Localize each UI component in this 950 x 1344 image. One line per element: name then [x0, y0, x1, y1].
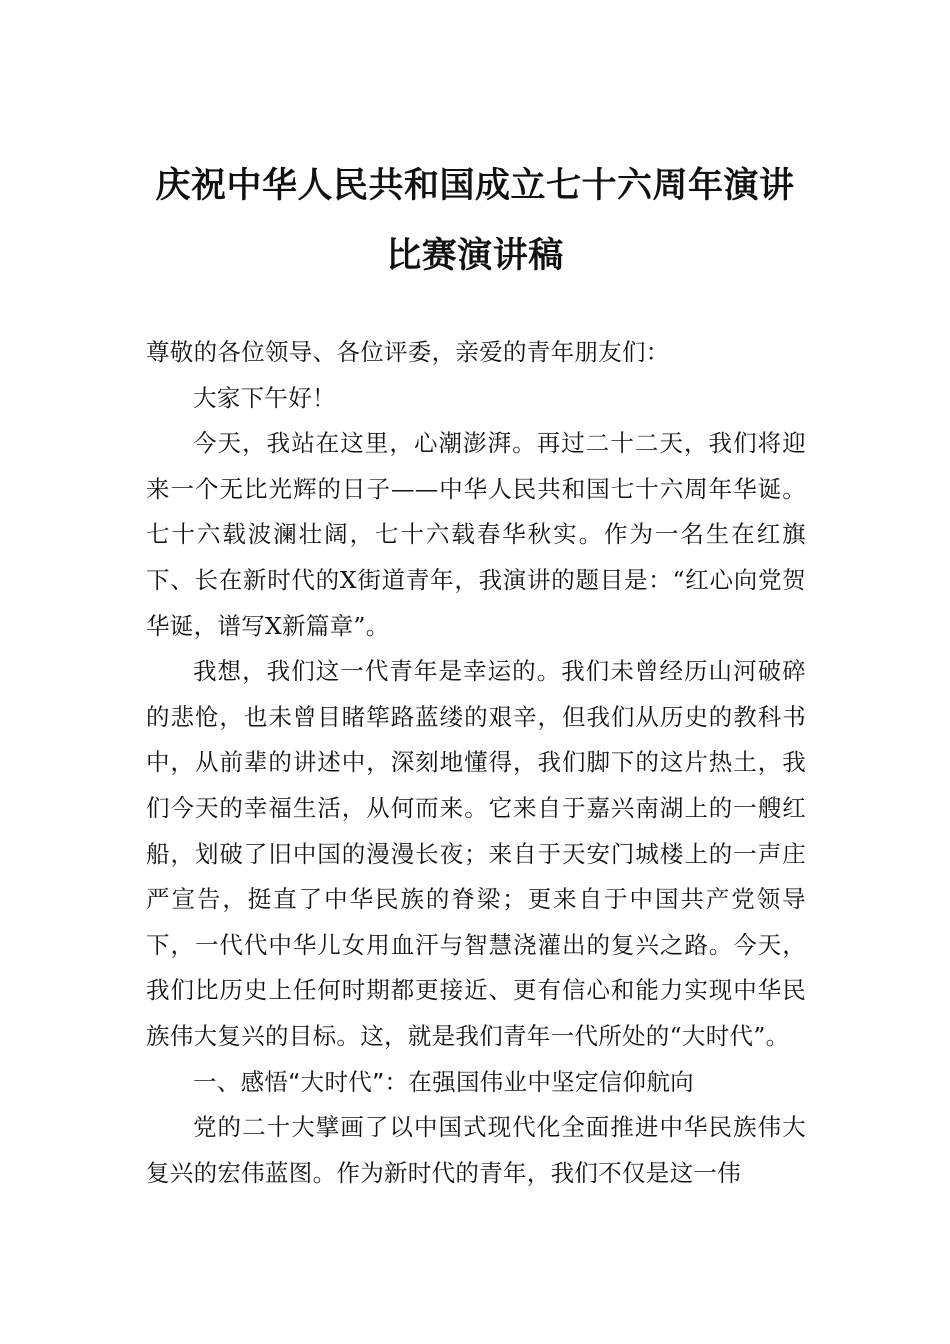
- document-title-line-2: 比赛演讲稿: [386, 235, 564, 276]
- paragraph: 我想，我们这一代青年是幸运的。我们未曾经历山河破碎的悲怆，也未曾目睹筚路蓝缕的艰辛，但我们从历史的教科书中，从前辈的讲述中，深刻地懂得，我们脚下的这片热土，我们今天的幸福生活，从何而来。它来自于嘉兴南湖上的一艘红船，划破了旧中国的漫漫长夜；来自于天安门城楼上的一声庄严宣告，挺直了中华民族的脊梁；更来自于中国共产党领导下，一代代中华儿女用血汗与智慧浇灌出的复兴之路。今天，我们比历史上任何时期都更接近、更有信心和能力实现中华民族伟大复兴的目标。这，就是我们青年一代所处的“大时代”。: [146, 657, 806, 1050]
- greeting: 大家下午好！: [193, 383, 336, 412]
- paragraph: 今天，我站在这里，心潮澎湃。再过二十二天，我们将迎来一个无比光辉的日子——中华人民共和国七十六周年华诞。七十六载波澜壮阔，七十六载春华秋实。作为一名生在红旗下、长在新时代的X街道青年，我演讲的题目是：“红心向党贺华诞，谱写X新篇章”。: [146, 429, 806, 640]
- paragraph: 党的二十大擘画了以中国式现代化全面推进中华民族伟大复兴的宏伟蓝图。作为新时代的青年，我们不仅是这一伟: [146, 1113, 806, 1187]
- salutation: 尊敬的各位领导、各位评委，亲爱的青年朋友们：: [146, 338, 670, 366]
- document-body: [146, 330, 806, 1196]
- document-title-line-1: 庆祝中华人民共和国成立七十六周年演讲: [155, 165, 795, 206]
- section-heading: 一、感悟“大时代”：在强国伟业中坚定信仰航向: [193, 1067, 694, 1096]
